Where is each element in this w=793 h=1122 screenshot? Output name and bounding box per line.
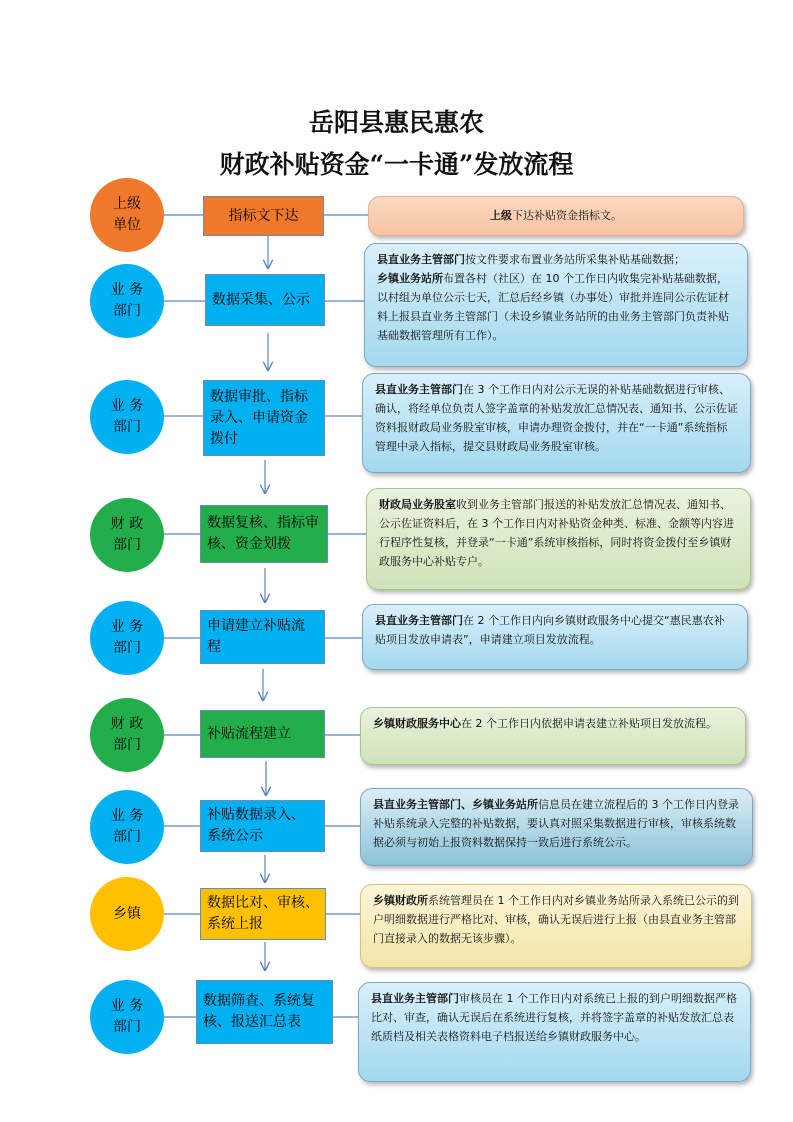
actor-label: 乡镇 [113,905,141,922]
actor-label: 业 务 部门 [110,808,144,845]
step-label: 指标文下达 [228,207,299,224]
actor-circle-4 [90,498,164,572]
actor-circle-9 [90,980,164,1054]
desc-text: 信息员在建立流程后的 3 个工作日内登录补贴系统录入完整的补贴数据，要认真对照采集数据进行审核，审核系统数据必须与初始上报资料数据保持一致后进行系统公示。 [373,798,739,849]
title-line-2: 财政补贴资金“一卡通”发放流程 [219,150,574,179]
desc-actor: 县直业务主管部门 [377,253,465,266]
step-label: 数据筛查、系统复核、报送汇总表 [203,993,315,1030]
desc-actor: 县直业务主管部门、乡镇业务站所 [373,798,538,811]
desc-actor: 县直业务主管部门 [375,383,463,396]
desc-text: 审核员在 1 个工作日内对系统已上报的到户明细数据严格比对、审查，确认无误后在系统进行复核，并将签字盖章的补贴发放汇总表纸质档及相关表格资料电子档报送给乡镇财政服务中心。 [371,992,737,1043]
actor-circle-2 [90,264,164,338]
desc-box-5 [362,604,748,670]
title-line-1: 岳阳县惠民惠农 [308,108,484,137]
desc-box-1 [368,196,744,236]
step-box-8 [200,888,326,940]
step-label: 数据比对、审核、系统上报 [207,895,319,932]
desc-text: 下达补贴资金指标文。 [512,209,622,222]
actor-label: 财 政 部门 [110,516,144,553]
actor-label: 业 务 部门 [110,619,144,656]
desc-actor: 财政局业务股室 [379,498,456,511]
desc-box-7 [360,788,753,866]
actor-label: 业 务 部门 [110,998,144,1035]
step-label: 补贴流程建立 [207,725,291,742]
actor-label: 业 务 部门 [110,398,144,435]
step-box-3 [203,380,325,456]
step-label: 数据审批、指标录入、申请资金拨付 [210,388,308,447]
desc-actor: 乡镇财政所 [373,894,428,907]
desc-text: 在 2 个工作日内依据申请表建立补贴项目发放流程。 [461,717,717,730]
step-box-5 [200,610,325,664]
step-label: 数据采集、公示 [212,291,310,308]
step-label: 补贴数据录入、系统公示 [207,807,305,844]
actor-label: 业 务 部门 [110,282,144,319]
actor-label: 上级 单位 [113,196,141,233]
desc-text: 按文件要求布置业务站所采集补贴基础数据； [465,253,685,266]
step-label: 数据复核、指标审核、资金划拨 [207,515,319,552]
step-box-1 [203,196,324,236]
desc-box-6 [360,707,746,765]
actor-circle-8 [90,877,164,951]
desc-actor: 上级 [490,209,512,222]
desc-box-3 [362,373,751,473]
desc-actor: 县直业务主管部门 [375,614,463,627]
actor-label: 财 政 部门 [110,716,144,753]
desc-box-9 [358,982,751,1082]
step-box-2 [205,274,325,326]
actor-circle-1 [90,178,164,252]
step-box-7 [200,800,325,852]
desc-text: 在 2 个工作日内向乡镇财政服务中心提交“惠民惠农补贴项目发放申请表”，申请建立项目发放流程。 [375,614,725,646]
step-box-9 [196,980,333,1044]
actor-circle-7 [90,790,164,864]
actor-circle-5 [90,601,164,675]
actor-circle-6 [90,698,164,772]
desc-box-4 [366,488,751,590]
step-box-4 [200,505,328,563]
desc-box-8 [360,884,752,968]
actor-circle-3 [90,380,164,454]
desc-text: 收到业务主管部门报送的补贴发放汇总情况表、通知书、公示佐证资料后，在 3 个工作日内对补贴资金种类、标准、金额等内容进行程序性复核，并登录“一卡通”系统审核指标，同时将资金拨付至乡镇财政服务中心补贴专户。 [379,498,734,568]
desc-actor: 乡镇财政服务中心 [373,717,461,730]
desc-actor-2: 乡镇业务站所 [377,272,443,285]
desc-box-2 [364,243,748,367]
desc-text: 系统管理员在 1 个工作日内对乡镇业务站所录入系统已公示的到户明细数据进行严格比对、审核，确认无误后进行上报（由县直业务主管部门直接录入的数据无该步骤）。 [373,894,739,945]
desc-actor: 县直业务主管部门 [371,992,459,1005]
step-box-6 [200,710,325,758]
desc-text-2: 布置各村（社区）在 10 个工作日内收集完补贴基础数据，以村组为单位公示七天，汇总后经乡镇（办事处）审批并连同公示佐证材料上报县直业务主管部门（未设乡镇业务站所的由业务主管部门负责补贴基础数据管理所有工作）。 [377,272,729,342]
desc-text: 在 3 个工作日内对公示无误的补贴基础数据进行审核、确认，将经单位负责人签字盖章的补贴发放汇总情况表、通知书、公示佐证资料报财政局业务股室审核，申请办理资金拨付，并在“一卡通”系统指标管理中录入指标，提交县财政局业务股室审核。 [375,383,738,453]
step-label: 申请建立补贴流程 [207,618,305,655]
